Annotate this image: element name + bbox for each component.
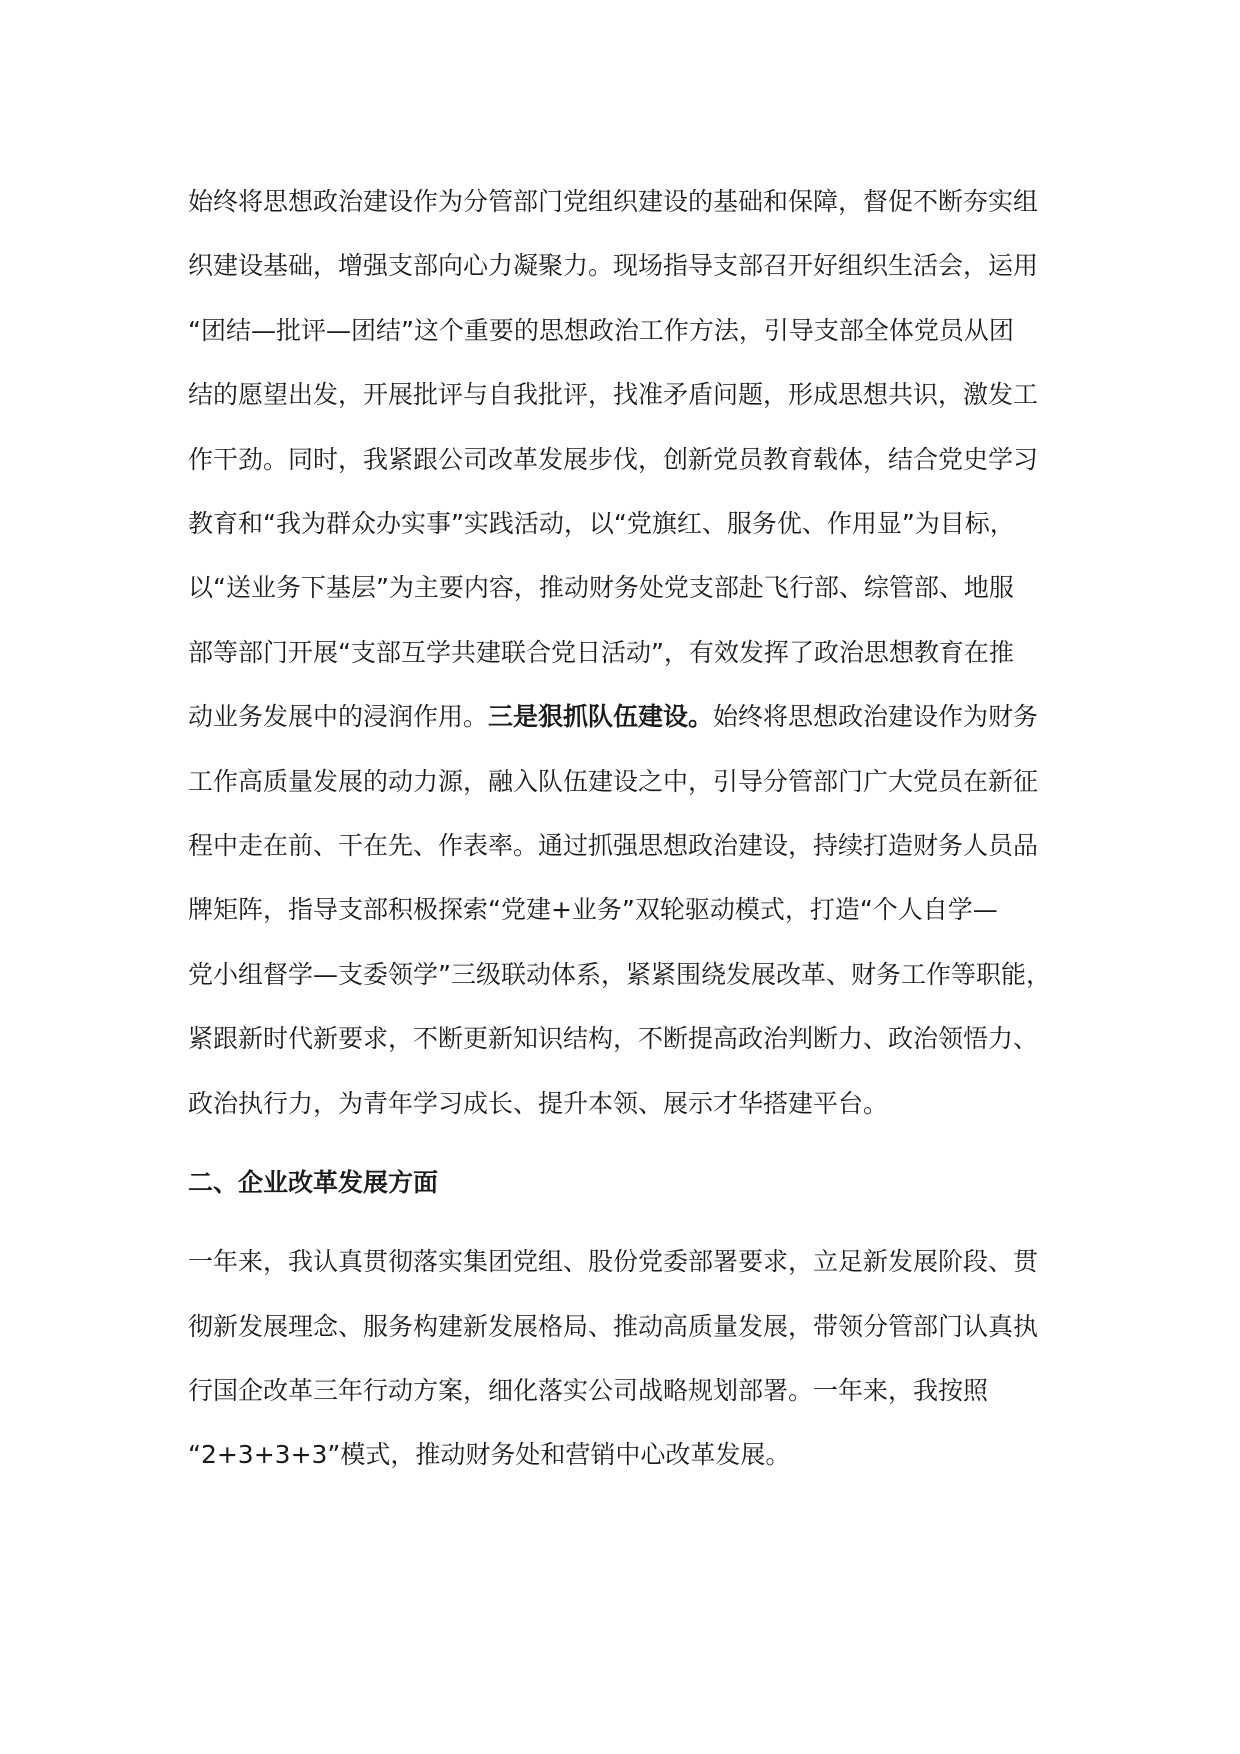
text-line: 紧跟新时代新要求，不断更新知识结构，不断提高政治判断力、政治领悟力、 bbox=[188, 1024, 1039, 1054]
text-line: 程中走在前、干在先、作表率。通过抓强思想政治建设，持续打造财务人员品 bbox=[188, 831, 1039, 861]
text-line: “团结—批评—团结”这个重要的思想政治工作方法，引导支部全体党员从团 bbox=[188, 315, 1014, 345]
text-line: “2+3+3+3”模式，推动财务处和营销中心改革发展。 bbox=[188, 1440, 791, 1470]
section-heading: 二、企业改革发展方面 bbox=[188, 1168, 439, 1198]
text-line: 一年来，我认真贯彻落实集团党组、股份党委部署要求，立足新发展阶段、贯 bbox=[188, 1247, 1039, 1277]
text-line: 作干劲。同时，我紧跟公司改革发展步伐，创新党员教育载体，结合党史学习 bbox=[188, 444, 1039, 474]
text-line: 政治执行力，为青年学习成长、提升本领、展示才华搭建平台。 bbox=[188, 1088, 889, 1118]
text-line: 牌矩阵，指导支部积极探索“党建+业务”双轮驱动模式，打造“个人自学— bbox=[188, 895, 998, 925]
text-line: 始终将思想政治建设作为分管部门党组织建设的基础和保障，督促不断夯实组 bbox=[188, 187, 1039, 216]
text-line: 行国企改革三年行动方案，细化落实公司战略规划部署。一年来，我按照 bbox=[188, 1375, 989, 1405]
paragraph-party-building bbox=[188, 170, 1068, 1136]
text-line: 党小组督学—支委领学”三级联动体系，紧紧围绕发展改革、财务工作等职能， bbox=[188, 959, 1051, 989]
text-line: 织建设基础，增强支部向心力凝聚力。现场指导支部召开好组织生活会，运用 bbox=[188, 251, 1039, 281]
document-body bbox=[188, 170, 1068, 1488]
text-line: 教育和“我为群众办实事”实践活动，以“党旗红、服务优、作用显”为目标， bbox=[188, 509, 1015, 539]
text-line-with-bold bbox=[188, 685, 1068, 749]
text-line: 以“送业务下基层”为主要内容，推动财务处党支部赴飞行部、综管部、地服 bbox=[188, 573, 1014, 603]
text-line: 彻新发展理念、服务构建新发展格局、推动高质量发展，带领分管部门认真执 bbox=[188, 1311, 1039, 1341]
text-segment: 始终将思想政治建设作为财务 bbox=[713, 702, 1039, 732]
text-line: 工作高质量发展的动力源，融入队伍建设之中，引导分管部门广大党员在新征 bbox=[188, 766, 1039, 796]
text-line: 结的愿望出发，开展批评与自我批评，找准矛盾问题，形成思想共识，激发工 bbox=[188, 380, 1039, 410]
text-line: 部等部门开展“支部互学共建联合党日活动”，有效发挥了政治思想教育在推 bbox=[188, 637, 1014, 667]
text-segment: 动业务发展中的浸润作用。 bbox=[188, 702, 489, 732]
bold-emphasis: 三是狠抓队伍建设。 bbox=[488, 702, 714, 732]
paragraph-reform bbox=[188, 1230, 1068, 1488]
